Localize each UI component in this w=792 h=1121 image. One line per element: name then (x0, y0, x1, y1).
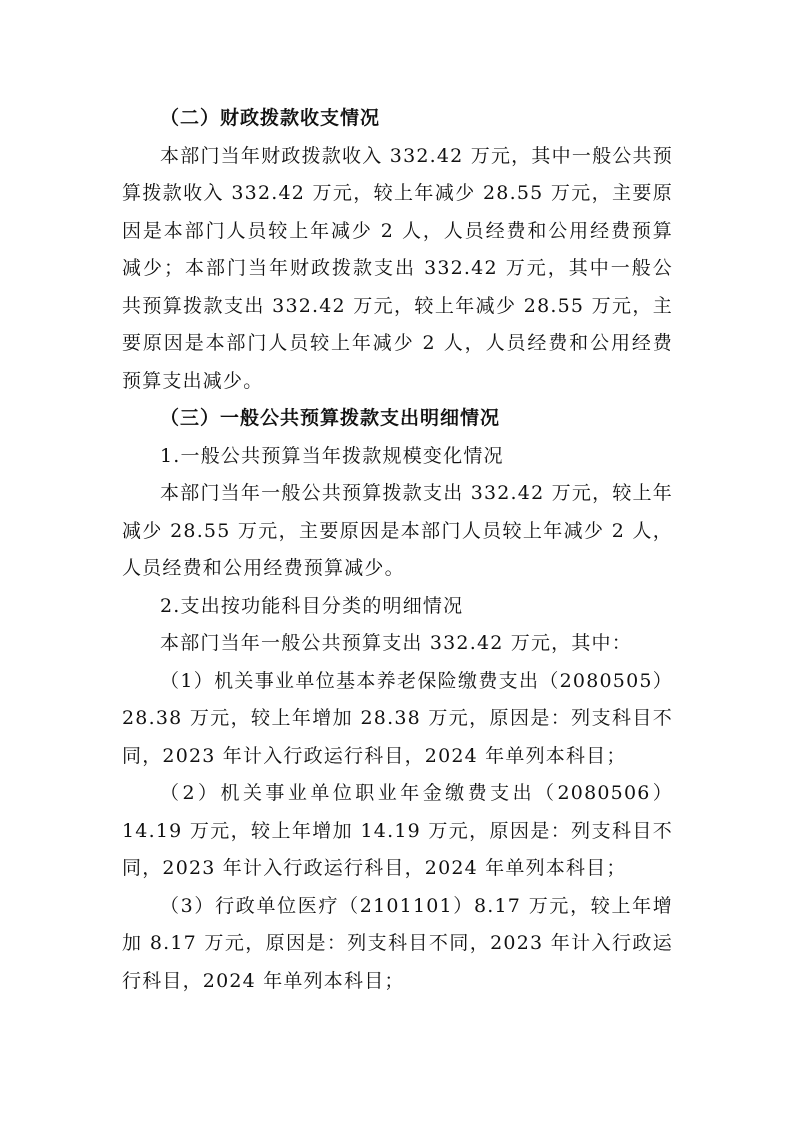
section-heading-fiscal-appropriation: （二）财政拨款收支情况 (160, 107, 381, 129)
paragraph-appropriation-scale-change: 本部门当年一般公共预算拨款支出 332.42 万元，较上年减少 28.55 万元，主要原因是本部门人员较上年减少 2 人，人员经费和公用经费预算减少。 (122, 482, 673, 579)
list-item-pension-insurance: （1）机关事业单位基本养老保险缴费支出（2080505）28.38 万元，较上年增加 28.38 万元，原因是：列支科目不同，2023 年计入行政运行科目，2024 年单列本科目； (122, 669, 673, 767)
document-body (122, 100, 673, 1000)
list-item-administrative-medical: （3）行政单位医疗（2101101）8.17 万元，较上年增加 8.17 万元，原因是：列支科目不同，2023 年计入行政运行科目，2024 年单列本科目； (122, 894, 673, 992)
paragraph-fiscal-appropriation-summary: 本部门当年财政拨款收入 332.42 万元，其中一般公共预算拨款收入 332.42 万元，较上年减少 28.55 万元，主要原因是本部门人员较上年减少 2 人，人员经费和公用经费预算减少；本部门当年财政拨款支出 332.42 万元，其中一般公共预算拨款支出 332.42 万元，较上年减少 28.55 万元，主要原因是本部门人员较上年减少 2 人，人员经费和公用经费预算支出减少。 (122, 144, 673, 392)
paragraph-expenditure-intro: 本部门当年一般公共预算支出 332.42 万元，其中： (160, 632, 632, 654)
subheading-appropriation-scale-change: 1.一般公共预算当年拨款规模变化情况 (160, 444, 504, 467)
list-item-occupational-annuity: （2）机关事业单位职业年金缴费支出（2080506）14.19 万元，较上年增加 14.19 万元，原因是：列支科目不同，2023 年计入行政运行科目，2024 年单列本科目； (122, 782, 673, 879)
section-heading-general-budget-details: （三）一般公共预算拨款支出明细情况 (160, 407, 501, 429)
subheading-functional-classification: 2.支出按功能科目分类的明细情况 (160, 594, 464, 617)
